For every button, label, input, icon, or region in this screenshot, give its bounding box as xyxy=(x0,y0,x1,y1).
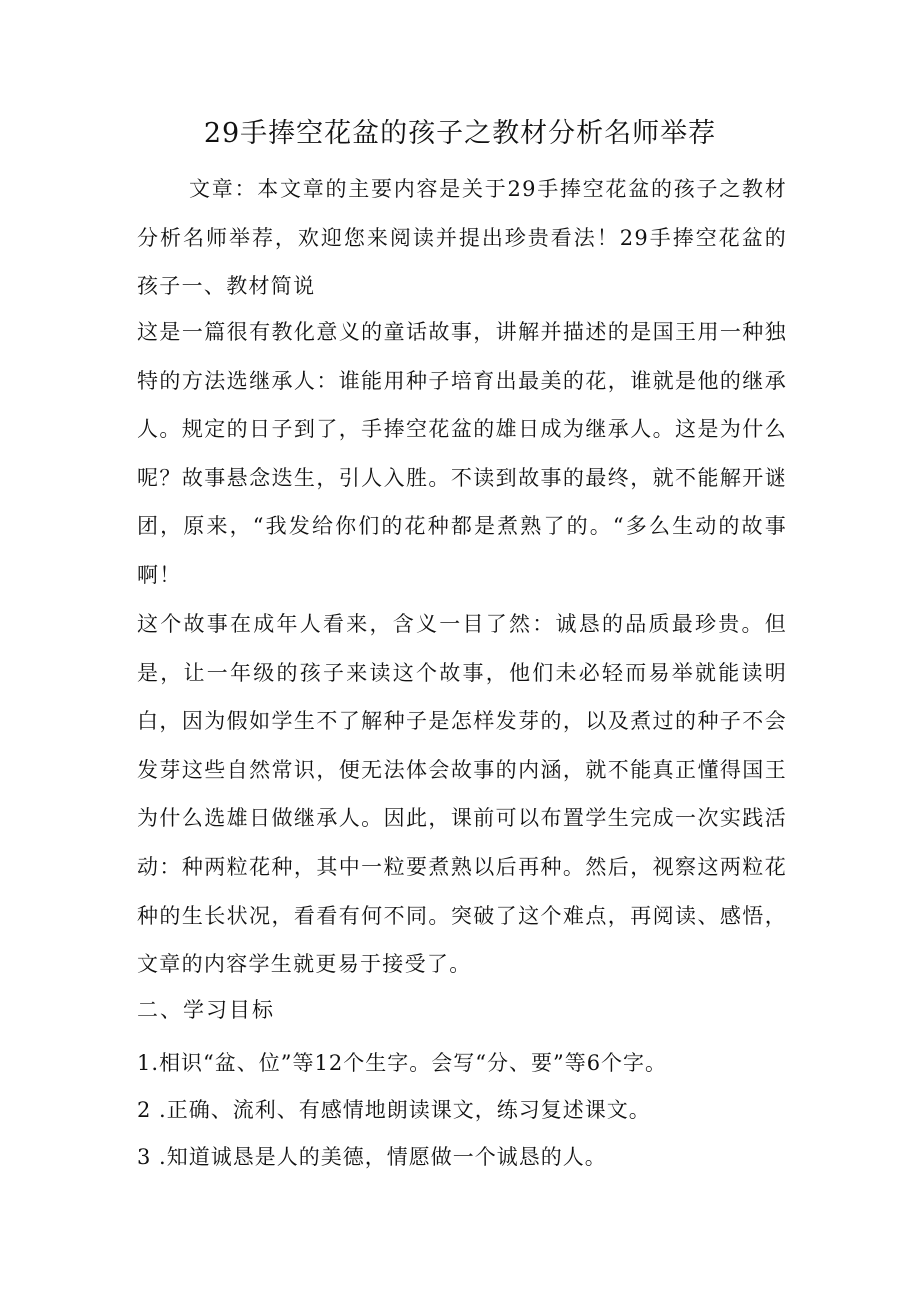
body-paragraph-2: 这个故事在成年人看来，含义一目了然：诚恳的品质最珍贵。但是，让一年级的孩子来读这个故事，他们未必轻而易举就能读明白，因为假如学生不了解种子是怎样发芽的，以及煮过的种子不会发芽这些自然常识，便无法体会故事的内涵，就不能真正懂得国王为什么选雄日做继承人。因此，课前可以布置学生完成一次实践活动：种两粒花种，其中一粒要煮熟以后再种。然后，视察这两粒花种的生长状况，看看有何不同。突破了这个难点，再阅读、感悟，文章的内容学生就更易于接受了。 xyxy=(137,612,787,977)
body-paragraph-1: 这是一篇很有教化意义的童话故事，讲解并描述的是国王用一种独特的方法选继承人：谁能用种子培育出最美的花，谁就是他的继承人。规定的日子到了，手捧空花盆的雄日成为继承人。这是为什么呢？故事悬念迭生，引人入胜。不读到故事的最终，就不能解开谜团，原来，“我发给你们的花种都是煮熟了的。“多么生动的故事啊！ xyxy=(137,320,787,587)
goal-item-2: 2 .正确、流利、有感情地朗读课文，练习复述课文。 xyxy=(137,1098,651,1122)
intro-paragraph: 文章：本文章的主要内容是关于29手捧空花盆的孩子之教材分析名师举荐，欢迎您来阅读并提出珍贵看法！29手捧空花盆的孩子一、教材简说 xyxy=(137,177,787,299)
document-title: 29手捧空花盆的孩子之教材分析名师举荐 xyxy=(203,118,717,149)
goal-item-1: 1.相识“盆、位”等12个生字。会写“分、要”等6个字。 xyxy=(137,1051,668,1075)
goal-item-3: 3 .知道诚恳是人的美德，情愿做一个诚恳的人。 xyxy=(137,1145,607,1169)
section-heading: 二、学习目标 xyxy=(137,998,275,1022)
